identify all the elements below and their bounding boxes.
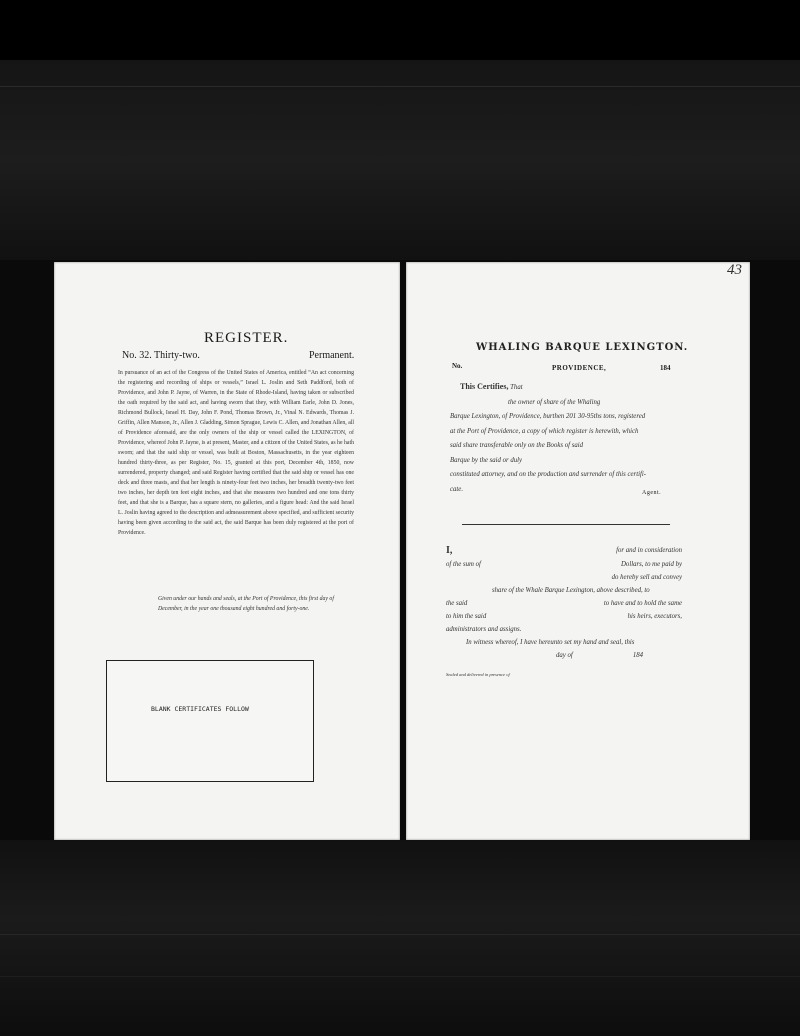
background-top bbox=[0, 60, 800, 260]
certificate-line: the owner of share of the Whaling bbox=[508, 398, 601, 406]
certificate-place: PROVIDENCE, bbox=[552, 364, 607, 372]
agent-label: Agent. bbox=[642, 490, 662, 496]
certificate-year: 184 bbox=[660, 364, 671, 372]
transfer-line: day of bbox=[556, 652, 573, 659]
certificate-line: at the Port of Providence, a copy of which register is herewith, which bbox=[450, 427, 639, 435]
blank-certificates-box bbox=[106, 660, 314, 782]
transfer-i: I, bbox=[446, 545, 453, 556]
transfer-line: to have and to hold the same bbox=[603, 600, 682, 607]
certificate-heading: WHALING BARQUE LEXINGTON. bbox=[476, 342, 689, 353]
register-number: No. 32. Thirty-two. bbox=[122, 350, 200, 361]
scan-streak bbox=[0, 934, 800, 935]
certificate-line: said share transferable only on the Books of said bbox=[450, 442, 584, 449]
transfer-line: of the sum of bbox=[446, 561, 481, 568]
register-title: REGISTER. bbox=[204, 330, 289, 346]
transfer-line: do hereby sell and convey bbox=[611, 574, 682, 581]
scan-streak bbox=[0, 86, 800, 87]
transfer-line: 184 bbox=[632, 652, 644, 659]
this-certifies: This Certifies, bbox=[460, 382, 509, 391]
sealed-delivered: Sealed and delivered in presence of bbox=[446, 672, 510, 677]
left-page bbox=[54, 262, 400, 840]
certificate-no-label: No. bbox=[452, 362, 463, 370]
register-permanent: Permanent. bbox=[309, 350, 355, 361]
transfer-line: to him the said bbox=[446, 613, 487, 620]
certificate-line: constituted attorney, and on the production and surrender of this certifi- bbox=[450, 471, 647, 478]
blank-certificates-note: BLANK CERTIFICATES FOLLOW bbox=[151, 705, 249, 713]
transfer-line: for and in consideration bbox=[616, 547, 682, 554]
certificate-that: That bbox=[510, 384, 523, 391]
background-bottom bbox=[0, 840, 800, 1036]
transfer-line: the said bbox=[446, 600, 468, 607]
certificate-line: Barque by the said or duly bbox=[450, 456, 523, 464]
transfer-line: share of the Whale Barque Lexington, above described, to bbox=[492, 587, 650, 594]
register-body: In pursuance of an act of the Congress of the United States of America, entitled “An act concerning the registering and recording of ships or vessels,” Israel L. Joslin and Seth Paddford, both of Providence, and John P. Jayne, of Warren, in the State of Rhode-Island, having taken or subscribed the oath required by the said act, and having sworn that they, with William Earle, John D. Jones, Richmond Bullock, Israel H. Day, John F. Pond, Thomas Brown, Jr., Vinal N. Edwards, Thomas J. Griffin, Allen Manson, Jr., Allen J. Gladding, Simon Sprague, Lewis C. Allen, and Jonathan Allen, all of Providence aforesaid, are the only owners of the ship or vessel called the LEXINGTON, of Providence, whereof John P. Jayne, is at present, Master, and a citizen of the United States, as he hath sworn; and that the said ship or vessel, was built at Boston, Massachusetts, in the year eighteen hundred thirty-three, as per Register, No. 15, granted at this port, December 4th, 1850, now surrendered, property changed; and said Register having certified that the said ship or vessel has one deck and three masts, and that her length is ninety-four feet two inches, her breadth twenty-two feet two inches, her depth ten feet eight inches, and that she measures two hundred and one tons thirty feet, and that she is a Barque, has a square stern, no galleries, and a figure head: And the said Israel L. Joslin having agreed to the description and admeasurement above specified, and sufficient security having been given according to the said act, the said Barque has been duly registered at the port of Providence. bbox=[118, 370, 354, 536]
certificate-text bbox=[450, 380, 686, 497]
scan-streak bbox=[0, 976, 800, 977]
top-border bbox=[0, 0, 800, 60]
transfer-line: administrators and assigns. bbox=[446, 626, 522, 633]
transfer-line: In witness whereof, I have hereunto set my hand and seal, this bbox=[466, 639, 635, 646]
transfer-line: his heirs, executors, bbox=[627, 613, 682, 620]
certificate-line: Barque Lexington, of Providence, burthen 201 30-95ths tons, registered bbox=[450, 413, 646, 420]
divider-rule bbox=[462, 524, 670, 525]
right-page bbox=[406, 262, 750, 840]
transfer-line: Dollars, to me paid by bbox=[621, 561, 682, 568]
given-under-hands: Given under our hands and seals, at the Port of Providence, this first day of December, in the year one thousand eight hundred and forty-one. bbox=[158, 596, 334, 612]
transfer-text bbox=[446, 544, 682, 662]
page-number: 43 bbox=[727, 262, 742, 278]
certificate-line: cate. bbox=[450, 485, 464, 493]
